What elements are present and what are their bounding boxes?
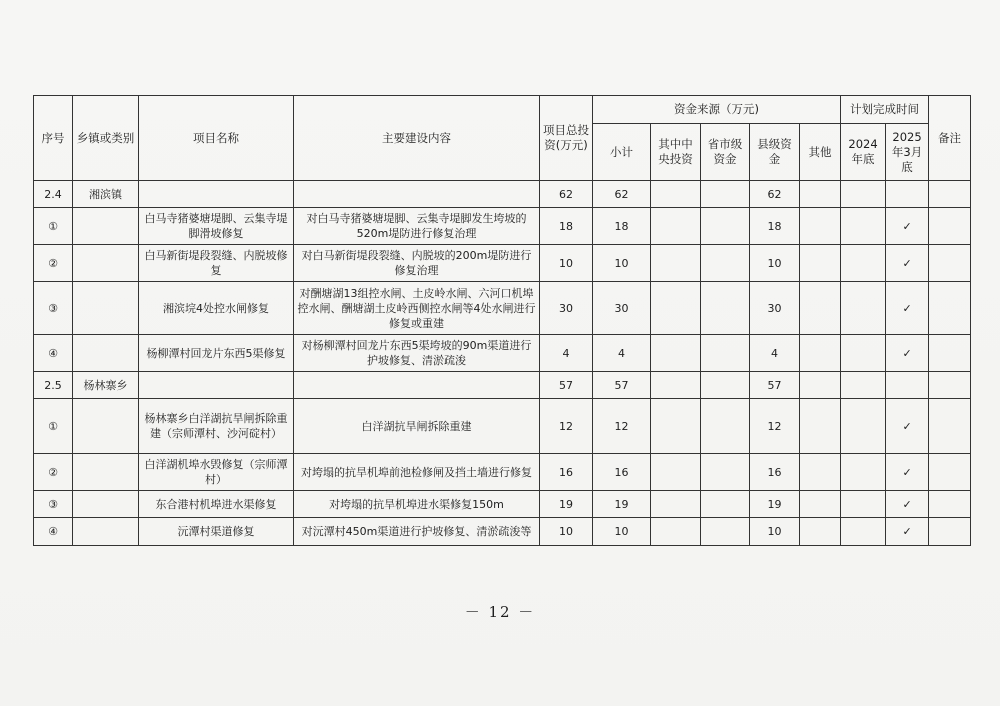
cell-total-investment: 62 bbox=[540, 181, 593, 208]
cell-mar-2025: ✓ bbox=[886, 335, 929, 372]
cell-main-content: 对沅潭村450m渠道进行护坡修复、清淤疏浚等 bbox=[294, 518, 540, 546]
cell-subtotal: 10 bbox=[593, 518, 651, 546]
cell-county: 57 bbox=[750, 372, 800, 399]
cell-province bbox=[701, 335, 750, 372]
cell-project-name: 东合港村机埠进水渠修复 bbox=[139, 491, 294, 518]
cell-other bbox=[800, 491, 841, 518]
cell-project-name: 杨柳潭村回龙片东西5渠修复 bbox=[139, 335, 294, 372]
cell-town bbox=[73, 245, 139, 282]
header-funding-source: 资金来源（万元) bbox=[593, 96, 841, 124]
cell-seq: ③ bbox=[34, 491, 73, 518]
cell-subtotal: 62 bbox=[593, 181, 651, 208]
cell-town bbox=[73, 399, 139, 454]
cell-total-investment: 30 bbox=[540, 282, 593, 335]
cell-province bbox=[701, 518, 750, 546]
table-row bbox=[34, 491, 971, 518]
cell-mar-2025 bbox=[886, 181, 929, 208]
cell-county: 30 bbox=[750, 282, 800, 335]
cell-main-content: 对酬塘湖13组控水闸、土皮岭水闸、六河口机埠控水闸、酬塘湖土皮岭西侧控水闸等4处水闸进行修复或重建 bbox=[294, 282, 540, 335]
cell-main-content: 对白马寺猪婆塘堤脚、云集寺堤脚发生垮坡的520m堤防进行修复治理 bbox=[294, 208, 540, 245]
cell-mar-2025: ✓ bbox=[886, 245, 929, 282]
cell-main-content: 白洋湖抗旱闸拆除重建 bbox=[294, 399, 540, 454]
cell-subtotal: 10 bbox=[593, 245, 651, 282]
table-row bbox=[34, 181, 971, 208]
cell-province bbox=[701, 399, 750, 454]
cell-other bbox=[800, 335, 841, 372]
cell-end-2024 bbox=[841, 372, 886, 399]
cell-remark bbox=[929, 372, 971, 399]
cell-subtotal: 19 bbox=[593, 491, 651, 518]
cell-remark bbox=[929, 335, 971, 372]
header-central: 其中中央投资 bbox=[651, 124, 701, 181]
table-body bbox=[34, 181, 971, 546]
cell-seq: 2.4 bbox=[34, 181, 73, 208]
cell-remark bbox=[929, 282, 971, 335]
cell-town bbox=[73, 491, 139, 518]
cell-town bbox=[73, 335, 139, 372]
header-project-name: 项目名称 bbox=[139, 96, 294, 181]
cell-subtotal: 12 bbox=[593, 399, 651, 454]
cell-mar-2025: ✓ bbox=[886, 491, 929, 518]
cell-project-name: 白马新街堤段裂缝、内脱坡修复 bbox=[139, 245, 294, 282]
cell-central bbox=[651, 491, 701, 518]
cell-total-investment: 10 bbox=[540, 518, 593, 546]
table-row bbox=[34, 282, 971, 335]
cell-province bbox=[701, 454, 750, 491]
header-remark: 备注 bbox=[929, 96, 971, 181]
table-row bbox=[34, 335, 971, 372]
cell-total-investment: 18 bbox=[540, 208, 593, 245]
header-schedule: 计划完成时间 bbox=[841, 96, 929, 124]
cell-other bbox=[800, 518, 841, 546]
header-province: 省市级资金 bbox=[701, 124, 750, 181]
cell-mar-2025: ✓ bbox=[886, 399, 929, 454]
header-county: 县级资金 bbox=[750, 124, 800, 181]
cell-mar-2025: ✓ bbox=[886, 208, 929, 245]
cell-other bbox=[800, 208, 841, 245]
cell-mar-2025 bbox=[886, 372, 929, 399]
header-mar-2025: 2025年3月底 bbox=[886, 124, 929, 181]
cell-total-investment: 19 bbox=[540, 491, 593, 518]
cell-end-2024 bbox=[841, 208, 886, 245]
cell-other bbox=[800, 181, 841, 208]
cell-remark bbox=[929, 518, 971, 546]
page-number: － 12 － bbox=[464, 603, 536, 621]
cell-end-2024 bbox=[841, 518, 886, 546]
cell-town bbox=[73, 208, 139, 245]
cell-province bbox=[701, 208, 750, 245]
cell-central bbox=[651, 282, 701, 335]
cell-project-name: 白马寺猪婆塘堤脚、云集寺堤脚滑坡修复 bbox=[139, 208, 294, 245]
cell-other bbox=[800, 282, 841, 335]
cell-seq: ④ bbox=[34, 335, 73, 372]
cell-other bbox=[800, 399, 841, 454]
cell-central bbox=[651, 245, 701, 282]
cell-county: 10 bbox=[750, 245, 800, 282]
cell-subtotal: 57 bbox=[593, 372, 651, 399]
cell-remark bbox=[929, 454, 971, 491]
cell-project-name bbox=[139, 372, 294, 399]
cell-seq: ② bbox=[34, 245, 73, 282]
cell-town bbox=[73, 454, 139, 491]
cell-total-investment: 12 bbox=[540, 399, 593, 454]
cell-central bbox=[651, 518, 701, 546]
cell-main-content: 对垮塌的抗旱机埠进水渠修复150m bbox=[294, 491, 540, 518]
cell-project-name bbox=[139, 181, 294, 208]
cell-main-content: 对杨柳潭村回龙片东西5渠垮坡的90m渠道进行护坡修复、清淤疏浚 bbox=[294, 335, 540, 372]
cell-province bbox=[701, 491, 750, 518]
cell-province bbox=[701, 245, 750, 282]
header-other: 其他 bbox=[800, 124, 841, 181]
cell-remark bbox=[929, 399, 971, 454]
cell-county: 18 bbox=[750, 208, 800, 245]
cell-mar-2025: ✓ bbox=[886, 282, 929, 335]
cell-province bbox=[701, 282, 750, 335]
cell-town: 湘滨镇 bbox=[73, 181, 139, 208]
header-main-content: 主要建设内容 bbox=[294, 96, 540, 181]
cell-town bbox=[73, 518, 139, 546]
cell-seq: ③ bbox=[34, 282, 73, 335]
table-row bbox=[34, 518, 971, 546]
cell-end-2024 bbox=[841, 454, 886, 491]
cell-county: 62 bbox=[750, 181, 800, 208]
cell-total-investment: 4 bbox=[540, 335, 593, 372]
table-row bbox=[34, 372, 971, 399]
cell-end-2024 bbox=[841, 181, 886, 208]
cell-other bbox=[800, 372, 841, 399]
cell-mar-2025: ✓ bbox=[886, 454, 929, 491]
table-row bbox=[34, 454, 971, 491]
table-row bbox=[34, 245, 971, 282]
header-seq: 序号 bbox=[34, 96, 73, 181]
cell-remark bbox=[929, 181, 971, 208]
cell-main-content bbox=[294, 181, 540, 208]
cell-end-2024 bbox=[841, 335, 886, 372]
cell-central bbox=[651, 181, 701, 208]
cell-town bbox=[73, 282, 139, 335]
cell-subtotal: 4 bbox=[593, 335, 651, 372]
cell-project-name: 白洋湖机埠水毁修复（宗师潭村） bbox=[139, 454, 294, 491]
cell-county: 4 bbox=[750, 335, 800, 372]
cell-other bbox=[800, 245, 841, 282]
cell-central bbox=[651, 454, 701, 491]
cell-end-2024 bbox=[841, 245, 886, 282]
cell-total-investment: 16 bbox=[540, 454, 593, 491]
cell-seq: 2.5 bbox=[34, 372, 73, 399]
table-row bbox=[34, 399, 971, 454]
cell-project-name: 杨林寨乡白洋湖抗旱闸拆除重建（宗师潭村、沙河碇村） bbox=[139, 399, 294, 454]
cell-central bbox=[651, 335, 701, 372]
cell-project-name: 湘滨垸4处控水闸修复 bbox=[139, 282, 294, 335]
header-subtotal: 小计 bbox=[593, 124, 651, 181]
cell-other bbox=[800, 454, 841, 491]
cell-central bbox=[651, 399, 701, 454]
project-plan-table bbox=[33, 95, 971, 546]
cell-project-name: 沅潭村渠道修复 bbox=[139, 518, 294, 546]
cell-main-content: 对白马新街堤段裂缝、内脱坡的200m堤防进行修复治理 bbox=[294, 245, 540, 282]
cell-central bbox=[651, 372, 701, 399]
cell-seq: ① bbox=[34, 399, 73, 454]
header-town: 乡镇或类别 bbox=[73, 96, 139, 181]
cell-end-2024 bbox=[841, 282, 886, 335]
cell-main-content bbox=[294, 372, 540, 399]
cell-county: 10 bbox=[750, 518, 800, 546]
cell-remark bbox=[929, 491, 971, 518]
cell-county: 16 bbox=[750, 454, 800, 491]
cell-county: 12 bbox=[750, 399, 800, 454]
cell-remark bbox=[929, 208, 971, 245]
cell-total-investment: 10 bbox=[540, 245, 593, 282]
cell-central bbox=[651, 208, 701, 245]
cell-town: 杨林寨乡 bbox=[73, 372, 139, 399]
cell-remark bbox=[929, 245, 971, 282]
cell-province bbox=[701, 372, 750, 399]
cell-seq: ② bbox=[34, 454, 73, 491]
cell-total-investment: 57 bbox=[540, 372, 593, 399]
cell-mar-2025: ✓ bbox=[886, 518, 929, 546]
cell-county: 19 bbox=[750, 491, 800, 518]
cell-subtotal: 18 bbox=[593, 208, 651, 245]
cell-seq: ① bbox=[34, 208, 73, 245]
cell-subtotal: 30 bbox=[593, 282, 651, 335]
table-row bbox=[34, 208, 971, 245]
cell-end-2024 bbox=[841, 491, 886, 518]
cell-province bbox=[701, 181, 750, 208]
cell-subtotal: 16 bbox=[593, 454, 651, 491]
cell-main-content: 对垮塌的抗旱机埠前池检修闸及挡土墙进行修复 bbox=[294, 454, 540, 491]
cell-seq: ④ bbox=[34, 518, 73, 546]
cell-end-2024 bbox=[841, 399, 886, 454]
header-total-investment: 项目总投资(万元) bbox=[540, 96, 593, 181]
header-end-2024: 2024年底 bbox=[841, 124, 886, 181]
